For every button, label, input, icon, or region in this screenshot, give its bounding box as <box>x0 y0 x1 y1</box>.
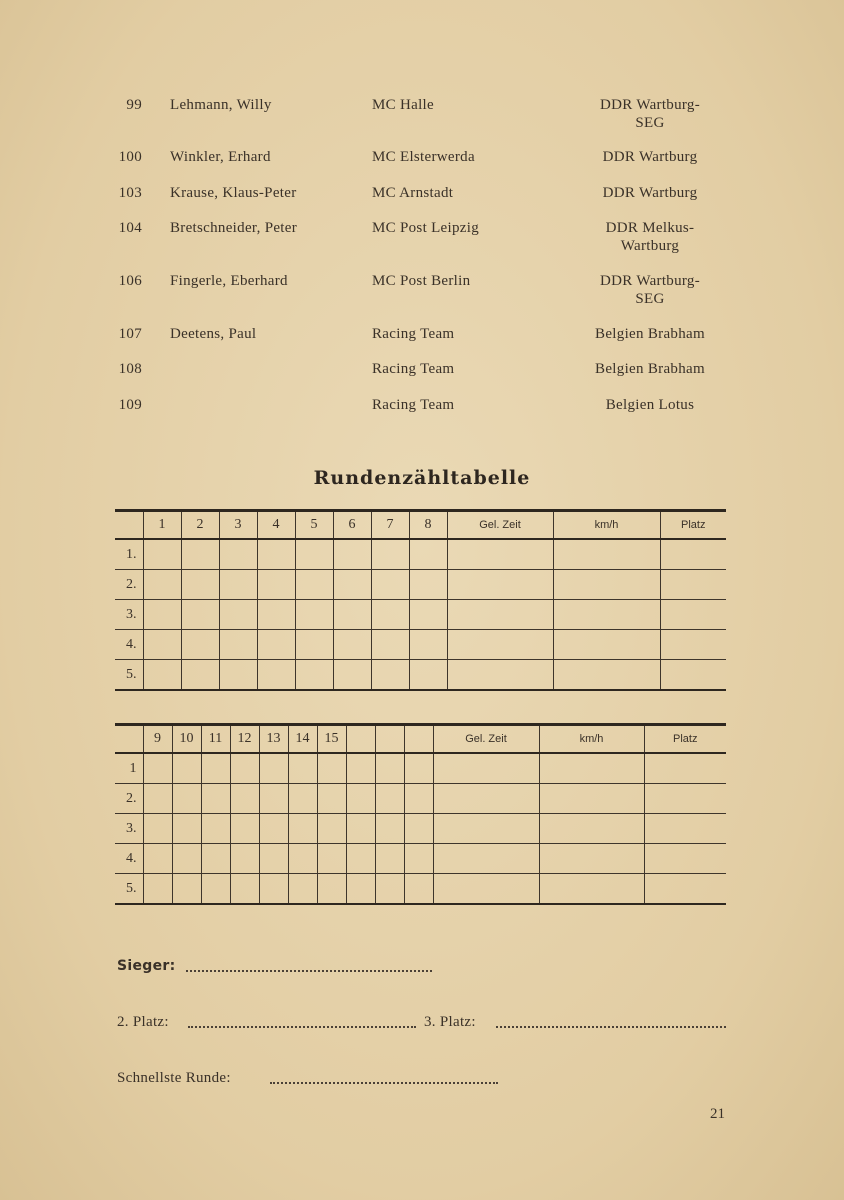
winner-label: Sieger: <box>117 958 176 974</box>
table-cell <box>375 784 404 814</box>
driver-name: Winkler, Erhard <box>170 149 271 165</box>
table-cell <box>230 874 259 905</box>
club-name: MC Elsterwerda <box>372 149 475 165</box>
driver-name: Fingerle, Eberhard <box>170 273 288 289</box>
driver-name: Deetens, Paul <box>170 326 257 342</box>
table-cell <box>181 660 219 691</box>
car-make: Belgien Brabham <box>595 326 705 342</box>
table-cell <box>295 539 333 570</box>
table-cell <box>371 570 409 600</box>
table-cell <box>539 814 644 844</box>
table-cell <box>371 539 409 570</box>
header-cell: 3 <box>219 511 257 540</box>
table-row <box>115 874 726 905</box>
table-cell <box>143 600 181 630</box>
table-cell <box>317 874 346 905</box>
header-cell: 11 <box>201 725 230 754</box>
page-number: 21 <box>710 1106 725 1122</box>
table-cell <box>259 753 288 784</box>
table-row <box>115 630 726 660</box>
table-cell <box>375 874 404 905</box>
table-cell <box>409 570 447 600</box>
table-cell <box>404 753 433 784</box>
row-label: 5. <box>115 874 143 905</box>
car-make: DDR Wartburg <box>602 185 698 201</box>
table-cell <box>172 814 201 844</box>
start-number: 109 <box>118 397 142 413</box>
table-cell <box>257 539 295 570</box>
table-cell <box>219 630 257 660</box>
table-cell <box>295 660 333 691</box>
table-cell <box>409 630 447 660</box>
table-cell <box>317 753 346 784</box>
table-cell <box>317 784 346 814</box>
table-cell <box>181 600 219 630</box>
car-make: Belgien Brabham <box>595 361 705 377</box>
table-cell <box>660 660 726 691</box>
driver-name: Lehmann, Willy <box>170 97 272 113</box>
table-cell <box>553 660 660 691</box>
table-cell <box>288 784 317 814</box>
table-cell <box>404 784 433 814</box>
table-row <box>115 660 726 691</box>
table-cell <box>181 630 219 660</box>
table-cell <box>288 874 317 905</box>
table-cell <box>375 814 404 844</box>
table-cell <box>539 753 644 784</box>
header-cell: 9 <box>143 725 172 754</box>
header-cell <box>115 511 143 540</box>
table-cell <box>257 630 295 660</box>
table-cell <box>539 874 644 905</box>
header-cell <box>346 725 375 754</box>
table-cell <box>317 844 346 874</box>
row-label: 5. <box>115 660 143 691</box>
table-row <box>115 570 726 600</box>
table-cell <box>172 753 201 784</box>
header-cell: Platz <box>644 725 726 754</box>
table-cell <box>447 539 553 570</box>
table-cell <box>644 874 726 905</box>
table-cell <box>346 814 375 844</box>
table-cell <box>433 753 539 784</box>
table-cell <box>259 844 288 874</box>
header-cell: 6 <box>333 511 371 540</box>
table-cell <box>295 570 333 600</box>
table-cell <box>660 539 726 570</box>
row-label: 1 <box>115 753 143 784</box>
table-cell <box>409 539 447 570</box>
car-make: DDR Melkus- Wartburg <box>605 220 695 254</box>
header-cell: 5 <box>295 511 333 540</box>
table-cell <box>288 814 317 844</box>
club-name: MC Post Leipzig <box>372 220 480 236</box>
table-cell <box>333 539 371 570</box>
header-cell: 12 <box>230 725 259 754</box>
table-cell <box>230 844 259 874</box>
club-name: MC Post Berlin <box>372 273 471 289</box>
table-cell <box>409 660 447 691</box>
table-row <box>115 814 726 844</box>
header-cell: Platz <box>660 511 726 540</box>
table-cell <box>143 874 172 905</box>
table-header-row <box>115 511 726 540</box>
header-cell <box>115 725 143 754</box>
table-cell <box>553 630 660 660</box>
table-cell <box>257 570 295 600</box>
table-cell <box>346 784 375 814</box>
car-make: DDR Wartburg <box>602 149 698 165</box>
lap-count-table-2 <box>115 723 726 905</box>
table-cell <box>288 844 317 874</box>
table-cell <box>333 600 371 630</box>
table-cell <box>409 600 447 630</box>
table-cell <box>219 570 257 600</box>
table-cell <box>201 784 230 814</box>
table-cell <box>433 874 539 905</box>
page-title: Rundenzähltabelle <box>313 467 531 489</box>
table-cell <box>181 539 219 570</box>
table-cell <box>288 753 317 784</box>
table-cell <box>553 539 660 570</box>
header-cell <box>404 725 433 754</box>
table-cell <box>259 814 288 844</box>
header-cell: km/h <box>553 511 660 540</box>
table-cell <box>346 844 375 874</box>
table-cell <box>644 753 726 784</box>
table-cell <box>553 570 660 600</box>
fastest-lap-line <box>117 1070 231 1087</box>
club-name: MC Halle <box>372 97 434 113</box>
winner-line <box>117 958 176 975</box>
table-cell <box>172 844 201 874</box>
header-cell: Gel. Zeit <box>433 725 539 754</box>
row-label: 3. <box>115 600 143 630</box>
table-cell <box>172 784 201 814</box>
table-cell <box>371 630 409 660</box>
car-make: Belgien Lotus <box>605 397 695 413</box>
start-number: 108 <box>118 361 142 377</box>
driver-name: Krause, Klaus-Peter <box>170 185 297 201</box>
third-place-fill-line <box>496 1026 726 1028</box>
table-row <box>115 753 726 784</box>
table-cell <box>172 874 201 905</box>
table-cell <box>230 784 259 814</box>
table-cell <box>371 660 409 691</box>
header-cell: km/h <box>539 725 644 754</box>
header-cell <box>375 725 404 754</box>
start-number: 106 <box>118 273 142 289</box>
table-cell <box>143 753 172 784</box>
header-cell: 2 <box>181 511 219 540</box>
start-number: 99 <box>126 97 142 113</box>
third-place-line <box>424 1014 476 1031</box>
table-cell <box>143 630 181 660</box>
car-make: DDR Wartburg- SEG <box>599 273 701 307</box>
row-label: 3. <box>115 814 143 844</box>
table-cell <box>201 753 230 784</box>
table-row <box>115 600 726 630</box>
table-cell <box>219 660 257 691</box>
table-cell <box>230 753 259 784</box>
table-cell <box>259 784 288 814</box>
table-cell <box>333 630 371 660</box>
driver-name: Bretschneider, Peter <box>170 220 298 236</box>
fastest-lap-label: Schnellste Runde: <box>117 1070 231 1086</box>
table-cell <box>295 600 333 630</box>
club-name: Racing Team <box>372 361 455 377</box>
car-make: DDR Wartburg- SEG <box>599 97 701 131</box>
table-cell <box>375 753 404 784</box>
third-place-label: 3. Platz: <box>424 1014 476 1030</box>
row-label: 4. <box>115 844 143 874</box>
table-cell <box>644 784 726 814</box>
table-cell <box>346 753 375 784</box>
table-cell <box>317 814 346 844</box>
table-cell <box>143 660 181 691</box>
table-cell <box>660 630 726 660</box>
second-place-label: 2. Platz: <box>117 1014 169 1030</box>
table-cell <box>143 814 172 844</box>
header-cell: 10 <box>172 725 201 754</box>
table-cell <box>143 570 181 600</box>
table-cell <box>257 600 295 630</box>
start-number: 103 <box>118 185 142 201</box>
table-cell <box>201 874 230 905</box>
table-cell <box>201 814 230 844</box>
table-cell <box>644 814 726 844</box>
start-number: 100 <box>118 149 142 165</box>
table-header-row <box>115 725 726 754</box>
table-cell <box>181 570 219 600</box>
table-cell <box>433 844 539 874</box>
header-cell: 7 <box>371 511 409 540</box>
table-cell <box>143 844 172 874</box>
table-cell <box>447 570 553 600</box>
table-cell <box>404 814 433 844</box>
table-cell <box>539 784 644 814</box>
header-cell: 8 <box>409 511 447 540</box>
club-name: Racing Team <box>372 397 455 413</box>
row-label: 4. <box>115 630 143 660</box>
row-label: 2. <box>115 570 143 600</box>
table-row <box>115 844 726 874</box>
club-name: MC Arnstadt <box>372 185 454 201</box>
table-cell <box>447 660 553 691</box>
table-cell <box>404 844 433 874</box>
table-row <box>115 784 726 814</box>
second-place-line <box>117 1014 169 1031</box>
row-label: 1. <box>115 539 143 570</box>
header-cell: Gel. Zeit <box>447 511 553 540</box>
table-cell <box>219 539 257 570</box>
start-number: 104 <box>118 220 142 236</box>
header-cell: 15 <box>317 725 346 754</box>
fastest-lap-fill-line <box>270 1082 498 1084</box>
table-cell <box>644 844 726 874</box>
table-cell <box>553 600 660 630</box>
table-cell <box>433 784 539 814</box>
header-cell: 14 <box>288 725 317 754</box>
table-row <box>115 539 726 570</box>
table-cell <box>447 600 553 630</box>
table-cell <box>433 814 539 844</box>
table-cell <box>447 630 553 660</box>
table-cell <box>259 874 288 905</box>
table-cell <box>257 660 295 691</box>
table-cell <box>371 600 409 630</box>
table-cell <box>346 874 375 905</box>
table-cell <box>660 570 726 600</box>
table-cell <box>333 570 371 600</box>
second-place-fill-line <box>188 1026 416 1028</box>
lap-count-table-1 <box>115 509 726 691</box>
table-cell <box>143 539 181 570</box>
table-cell <box>333 660 371 691</box>
winner-fill-line <box>186 970 432 972</box>
table-cell <box>230 814 259 844</box>
table-cell <box>143 784 172 814</box>
header-cell: 4 <box>257 511 295 540</box>
table-cell <box>539 844 644 874</box>
header-cell: 13 <box>259 725 288 754</box>
row-label: 2. <box>115 784 143 814</box>
table-cell <box>219 600 257 630</box>
header-cell: 1 <box>143 511 181 540</box>
club-name: Racing Team <box>372 326 455 342</box>
table-cell <box>201 844 230 874</box>
start-number: 107 <box>118 326 142 342</box>
table-cell <box>375 844 404 874</box>
table-cell <box>295 630 333 660</box>
table-cell <box>660 600 726 630</box>
table-cell <box>404 874 433 905</box>
